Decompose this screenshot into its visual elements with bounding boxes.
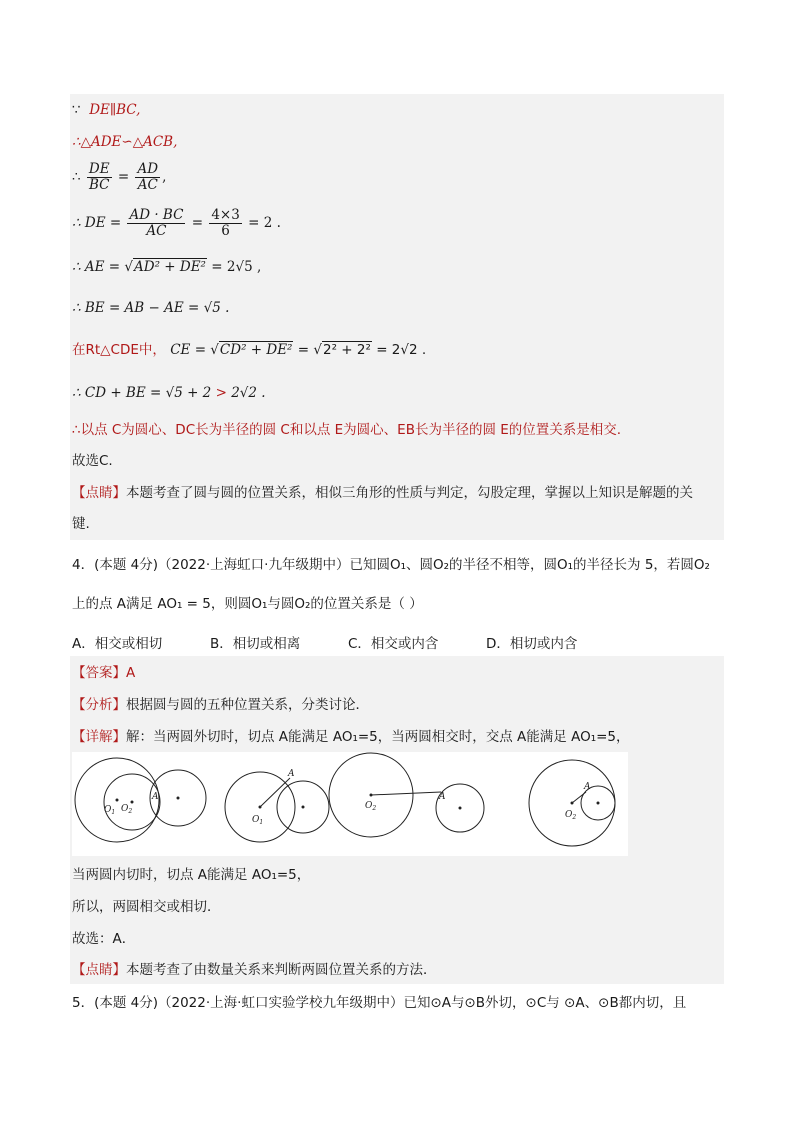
question4-analysis: 【分析】根据圆与圆的五种位置关系，分类讨论． xyxy=(72,697,369,713)
solution-comment: 【点睛】本题考查了圆与圆的位置关系，相似三角形的性质与判定，勾股定理，掌握以上知识是解题的关 xyxy=(72,485,693,501)
label-o1-2: $O_1$ xyxy=(252,815,264,826)
solution-line-4: ∴ DE = $\frac{AD \cdot BC}{AC}$ = $\frac{4\times 3}{6}$ = 2 . xyxy=(72,207,281,239)
question4-option-d: D．相切或内含 xyxy=(486,636,578,652)
question4-detail-3: 所以，两圆相交或相切． xyxy=(72,899,221,915)
circles-figure xyxy=(72,752,628,856)
solution-line-7: 在Rt△CDE中， CE = √CD² + DE² = √2² + 2² = 2√2 . xyxy=(72,342,427,358)
label-a-4: A xyxy=(584,782,591,792)
question4-stem-2: 上的点 A满足 AO₁ = 5，则圆O₁与圆O₂的位置关系是（ ） xyxy=(72,596,423,612)
label-a-2: A xyxy=(288,769,295,779)
label-a-3: A xyxy=(439,792,446,802)
question4-detail: 【详解】解：当两圆外切时，切点 A能满足 AO₁=5，当两圆相交时，交点 A能满足 AO₁=5， xyxy=(72,729,630,745)
solution-line-10: 故选C. xyxy=(72,453,113,469)
label-o2-4: $O_2$ xyxy=(565,810,577,821)
solution-line-6: ∴ BE = AB − AE = √5 . xyxy=(72,300,230,316)
question4-option-b: B．相切或相离 xyxy=(210,636,301,652)
label-o2-3: $O_2$ xyxy=(365,801,377,812)
solution-comment-cont: 键. xyxy=(72,516,90,532)
label-o2: $O_2$ xyxy=(121,804,133,815)
label-o1: $O_1$ xyxy=(104,805,116,816)
solution-line-9: ∴以点 C为圆心、DC长为半径的圆 C和以点 E为圆心、EB长为半径的圆 E的位置关系是相交. xyxy=(72,422,622,438)
question4-option-c: C．相交或内含 xyxy=(348,636,439,652)
question4-stem-1: 4．(本题 4分)（2022·上海虹口·九年级期中）已知圆O₁、圆O₂的半径不相等，圆O₁的半径长为 5，若圆O₂ xyxy=(72,557,710,573)
question4-detail-2: 当两圆内切时，切点 A能满足 AO₁=5， xyxy=(72,867,311,883)
question4-answer: 【答案】A xyxy=(72,665,136,681)
circles-diagram xyxy=(72,752,628,856)
question4-detail-4: 故选：A． xyxy=(72,931,136,947)
solution-line-2: ∴△ADE∽△ACB, xyxy=(72,134,178,150)
solution-line-3: ∴ $\frac{DE}{BC}$ = $\frac{AD}{AC}$ , xyxy=(72,161,167,193)
question4-option-a: A．相交或相切 xyxy=(72,636,163,652)
label-a: A xyxy=(152,792,159,802)
solution-line-5: ∴ AE = √AD² + DE² = 2√5 , xyxy=(72,259,262,275)
solution-line-8: ∴ CD + BE = √5 + 2 > 2√2 . xyxy=(72,385,266,401)
question4-comment: 【点睛】本题考查了由数量关系来判断两圆位置关系的方法． xyxy=(72,962,437,978)
solution-line-1: ∵ DE∥BC, xyxy=(72,102,141,118)
question5-stem-1: 5．(本题 4分)（2022·上海·虹口实验学校九年级期中）已知⊙A与⊙B外切，⊙C与 ⊙A、⊙B都内切，且 xyxy=(72,995,687,1011)
